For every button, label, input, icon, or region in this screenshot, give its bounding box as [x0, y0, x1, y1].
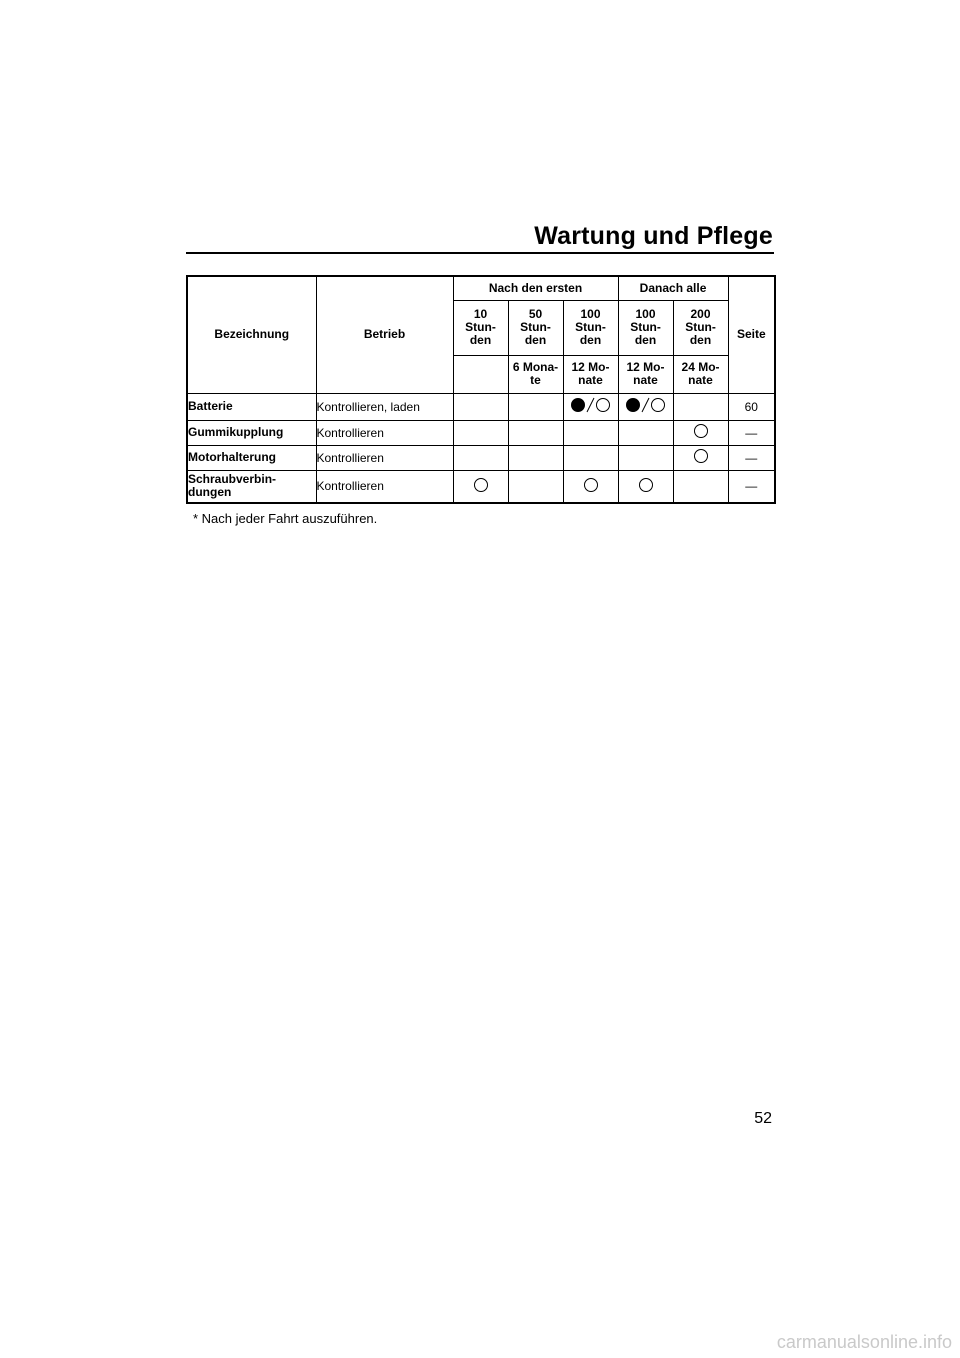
open-circle-icon	[638, 477, 654, 496]
header-hours: 100 Stun- den	[563, 300, 618, 355]
interval-mark	[508, 420, 563, 445]
interval-mark	[453, 393, 508, 420]
page-title: Wartung und Pflege	[534, 222, 773, 250]
operation: Kontrollieren, laden	[316, 393, 453, 420]
operation: Kontrollieren	[316, 420, 453, 445]
header-betrieb: Betrieb	[316, 276, 453, 393]
interval-mark	[453, 470, 508, 503]
interval-mark	[618, 470, 673, 503]
interval-mark	[508, 445, 563, 470]
header-hours: 10 Stun- den	[453, 300, 508, 355]
interval-mark	[453, 445, 508, 470]
interval-mark	[673, 420, 728, 445]
table-row	[187, 470, 775, 503]
interval-mark	[618, 393, 673, 420]
item-name: Schraubverbin- dungen	[187, 470, 316, 503]
page-number: 52	[754, 1110, 772, 1127]
item-name: Batterie	[187, 393, 316, 420]
table-row	[187, 393, 775, 420]
open-circle-icon	[693, 423, 709, 442]
header-hours: 50 Stun- den	[508, 300, 563, 355]
table-row	[187, 445, 775, 470]
interval-mark	[508, 393, 563, 420]
open-circle-icon	[693, 448, 709, 467]
page-ref: —	[728, 420, 775, 445]
table-row	[187, 420, 775, 445]
interval-mark	[563, 393, 618, 420]
header-nach-den-ersten: Nach den ersten	[453, 276, 618, 300]
interval-mark	[673, 470, 728, 503]
watermark: carmanualsonline.info	[776, 1332, 952, 1352]
header-danach-alle: Danach alle	[618, 276, 728, 300]
interval-mark	[618, 445, 673, 470]
open-circle-icon	[583, 477, 599, 496]
header-months: 12 Mo- nate	[618, 355, 673, 393]
item-name: Motorhalterung	[187, 445, 316, 470]
filled-slash-open-icon	[624, 396, 668, 417]
interval-mark	[673, 393, 728, 420]
maintenance-table	[186, 275, 776, 504]
interval-mark	[453, 420, 508, 445]
header-months	[453, 355, 508, 393]
interval-mark	[618, 420, 673, 445]
header-months: 12 Mo- nate	[563, 355, 618, 393]
page-ref: 60	[728, 393, 775, 420]
header-months: 24 Mo- nate	[673, 355, 728, 393]
title-rule	[186, 252, 774, 254]
header-hours: 100 Stun- den	[618, 300, 673, 355]
interval-mark	[563, 445, 618, 470]
header-hours: 200 Stun- den	[673, 300, 728, 355]
interval-mark	[673, 445, 728, 470]
interval-mark	[508, 470, 563, 503]
item-name: Gummikupplung	[187, 420, 316, 445]
open-circle-icon	[473, 477, 489, 496]
operation: Kontrollieren	[316, 470, 453, 503]
header-bezeichnung: Bezeichnung	[187, 276, 316, 393]
filled-slash-open-icon	[569, 396, 613, 417]
page-ref: —	[728, 445, 775, 470]
header-months: 6 Mona- te	[508, 355, 563, 393]
page-ref: —	[728, 470, 775, 503]
footnote: * Nach jeder Fahrt auszuführen.	[193, 511, 378, 526]
interval-mark	[563, 420, 618, 445]
interval-mark	[563, 470, 618, 503]
header-seite: Seite	[728, 276, 775, 393]
operation: Kontrollieren	[316, 445, 453, 470]
